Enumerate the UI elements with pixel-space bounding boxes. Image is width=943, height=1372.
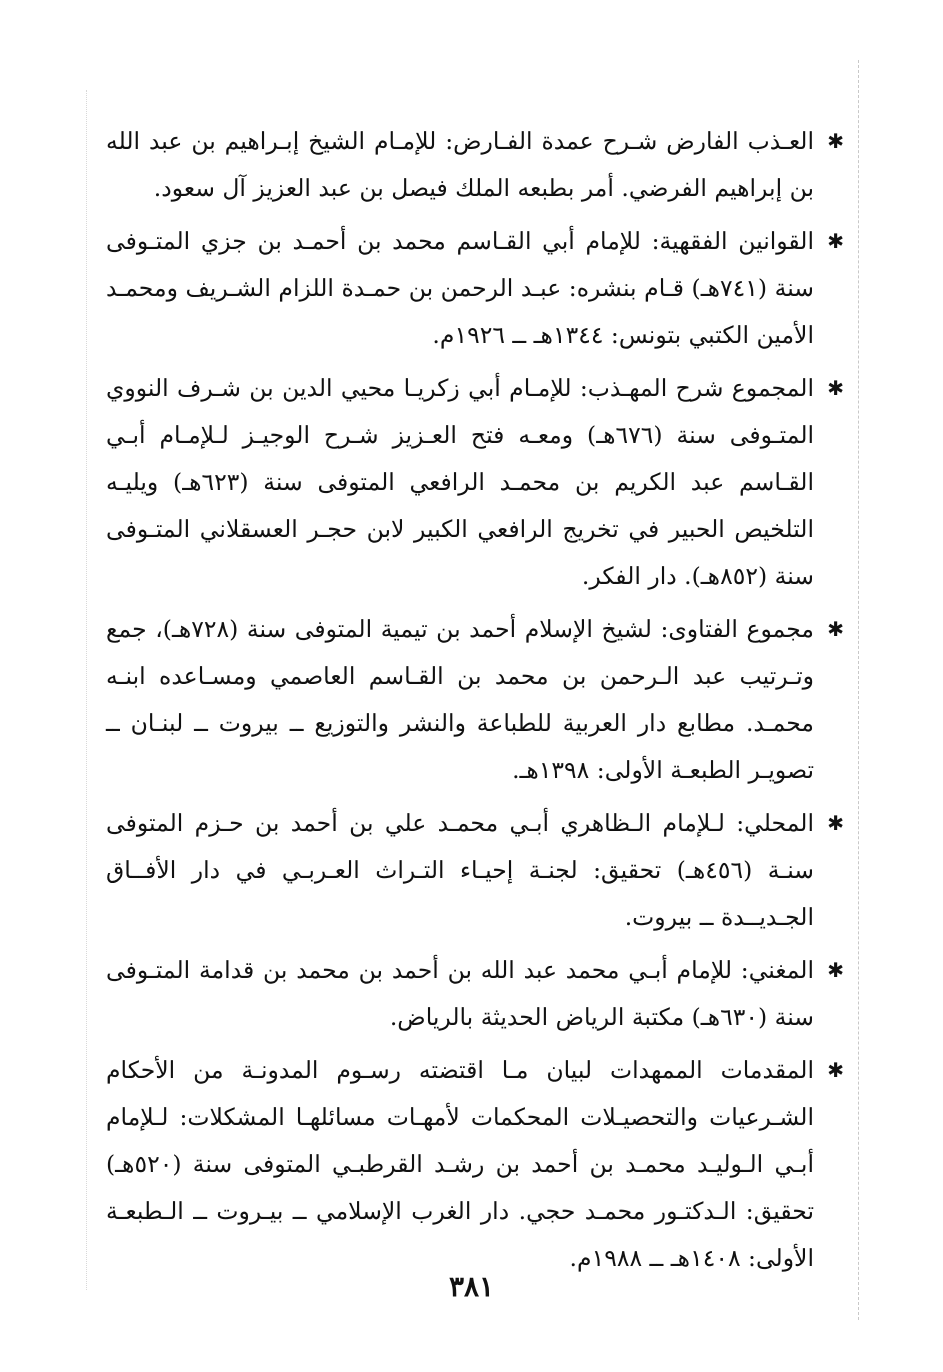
asterisk-bullet-icon: ✱ — [827, 1058, 844, 1082]
asterisk-bullet-icon: ✱ — [827, 958, 844, 982]
bibliography-entry — [106, 947, 844, 1041]
bibliography-entry — [106, 118, 844, 212]
bibliography-entry — [106, 606, 844, 794]
bibliography-list — [106, 118, 844, 1288]
entry-text: العـذب الفارض شـرح عمدة الفـارض: للإمـام الشيخ إبـراهيم بن عبد الله بن إبراهيم الفرضي. أمر بطبعه الملك فيصل بن عبد العزيز آل سعود. — [106, 127, 814, 202]
entry-text: مجموع الفتاوى: لشيخ الإسلام أحمد بن تيمية المتوفى سنة (٧٢٨هـ)، جمع وتـرتيب عبد الـرحمن بن محمد بن القـاسم العاصمي ومسـاعده ابنـه محمـد. مطابع دار العربية للطباعة والنشر والتوزيع ــ بيروت ــ لبنـان ــ تصويـر الطبعـة الأولى: ١٣٩٨هـ. — [106, 615, 815, 784]
bibliography-entry — [106, 365, 844, 600]
asterisk-bullet-icon: ✱ — [827, 617, 844, 641]
entry-text: المجموع شرح المهـذب: للإمـام أبي زكريـا محيي الدين بن شـرف النووي المتـوفى سنة (٦٧٦هـ) ومعـه فتح العـزيز شـرح الوجيـز لـلإمـام أبـي القـاسم عبد الكريم بن محمـد الرافعي المتوفى سنة (٦٢٣هـ) ويليـه التلخيص الحبير في تخريج الرافعي الكبير لابن حجـر العسقلاني المتـوفى سنة (٨٥٢هـ). دار الفكر. — [106, 374, 815, 590]
scan-edge-line — [858, 60, 859, 1320]
asterisk-bullet-icon: ✱ — [827, 229, 844, 253]
page-number: ٣٨١ — [448, 1270, 495, 1303]
entry-text: المحلي: لـلإمام الـظاهري أبـي محمـد علي بن أحمد بن حـزم المتوفى سنـة (٤٥٦هـ) تحقيق: لجنـة إحيـاء التـراث العـربـي في دار الأفــاق الجـديــدة ــ بيروت. — [106, 809, 814, 931]
scan-margin-line — [86, 90, 87, 1290]
asterisk-bullet-icon: ✱ — [827, 129, 844, 153]
bibliography-entry — [106, 218, 844, 359]
entry-text: القوانين الفقهية: للإمام أبي القـاسم محمد بن أحمـد بن جزي المتـوفى سنة (٧٤١هـ) قـام بنشره: عبـد الرحمن بن حمـدة اللزام الشـريف ومحمـد الأمين الكتبي بتونس: ١٣٤٤هـ ــ ١٩٢٦م. — [106, 227, 814, 349]
bibliography-entry — [106, 800, 844, 941]
bibliography-entry — [106, 1047, 844, 1282]
asterisk-bullet-icon: ✱ — [827, 811, 844, 835]
entry-text: المقدمات الممهدات لبيان مـا اقتضته رسـوم المدونـة من الأحكام الشـرعيات والتحصيـلات المحكمات لأمهـات مسائلهـا المشكلات: لـلإمام أبـي الـوليـد محمـد بن أحمد بن رشـد القرطبـي المتوفى سنة (٥٢٠هـ) تحقيق: الـدكتـور محمـد حجي. دار الغرب الإسلامي ــ بيـروت ــ الـطبعـة الأولى: ١٤٠٨هـ ــ ١٩٨٨م. — [106, 1056, 814, 1272]
asterisk-bullet-icon: ✱ — [827, 376, 844, 400]
entry-text: المغني: للإمام أبـي محمد عبد الله بن أحمد بن محمد بن قدامة المتـوفى سنة (٦٣٠هـ) مكتبة الرياض الحديثة بالرياض. — [106, 956, 814, 1031]
